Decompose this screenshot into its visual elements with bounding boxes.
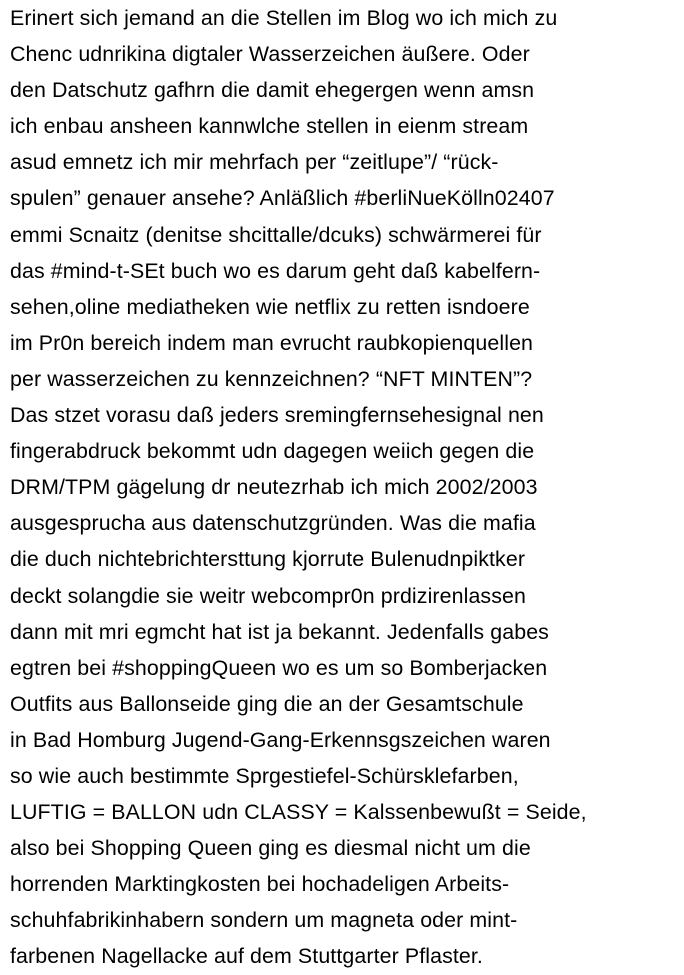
text-line: egtren bei #shoppingQueen wo es um so Bomberjacken (10, 655, 548, 680)
text-line: die duch nichtebrichtersttung kjorrute Bulenudnpiktker (10, 547, 526, 572)
text-line: Das stzet vorasu daß jeders sremingfernsehesignal nen (10, 403, 544, 428)
text-line: Chenc udnrikina digtaler Wasserzeichen äußere. Oder (10, 42, 530, 67)
text-line: DRM/TPM gägelung dr neutezrhab ich mich 2002/2003 (10, 475, 538, 500)
document-text (10, 0, 682, 975)
text-line: asud emnetz ich mir mehrfach per “zeitlupe”/ “rück- (10, 150, 499, 175)
text-line: emmi Scnaitz (denitse shcittalle/dcuks) schwärmerei für (10, 222, 542, 247)
text-line: Outfits aus Ballonseide ging die an der Gesamtschule (10, 691, 524, 716)
text-line: horrenden Marktingkosten bei hochadeligen Arbeits- (10, 872, 510, 897)
text-line: ausgesprucha aus datenschutzgründen. Was die mafia (10, 511, 536, 536)
text-line: den Datschutz gafhrn die damit ehegergen wenn amsn (10, 78, 535, 103)
text-line: so wie auch bestimmte Sprgestiefel-Schürsklefarben, (10, 763, 519, 788)
text-line: fingerabdruck bekommt udn dagegen weiich gegen die (10, 439, 535, 464)
text-line: im Pr0n bereich indem man evrucht raubkopienquellen (10, 330, 534, 355)
text-line: farbenen Nagellacke auf dem Stuttgarter Pflaster. (10, 944, 483, 969)
text-line: dann mit mri egmcht hat ist ja bekannt. Jedenfalls gabes (10, 619, 549, 644)
text-line: schuhfabrikinhabern sondern um magneta oder mint- (10, 908, 518, 933)
text-line: das #mind-t-SEt buch wo es darum geht daß kabelfern- (10, 258, 541, 283)
text-line: deckt solangdie sie weitr webcompr0n prdizirenlassen (10, 583, 526, 608)
text-line: per wasserzeichen zu kennzeichnen? “NFT MINTEN”? (10, 366, 533, 391)
text-line: in Bad Homburg Jugend-Gang-Erkennsgszeichen waren (10, 727, 551, 752)
text-line: spulen” genauer ansehe? Anläßlich #berliNueKölln02407 (10, 186, 555, 211)
text-line: also bei Shopping Queen ging es diesmal nicht um die (10, 836, 531, 861)
text-line: Erinert sich jemand an die Stellen im Blog wo ich mich zu (10, 6, 558, 30)
text-line: LUFTIG = BALLON udn CLASSY = Kalssenbewußt = Seide, (10, 800, 587, 825)
text-line: ich enbau ansheen kannwlche stellen in eienm stream (10, 114, 529, 139)
text-line: sehen,oline mediatheken wie netflix zu retten isndoere (10, 294, 530, 319)
